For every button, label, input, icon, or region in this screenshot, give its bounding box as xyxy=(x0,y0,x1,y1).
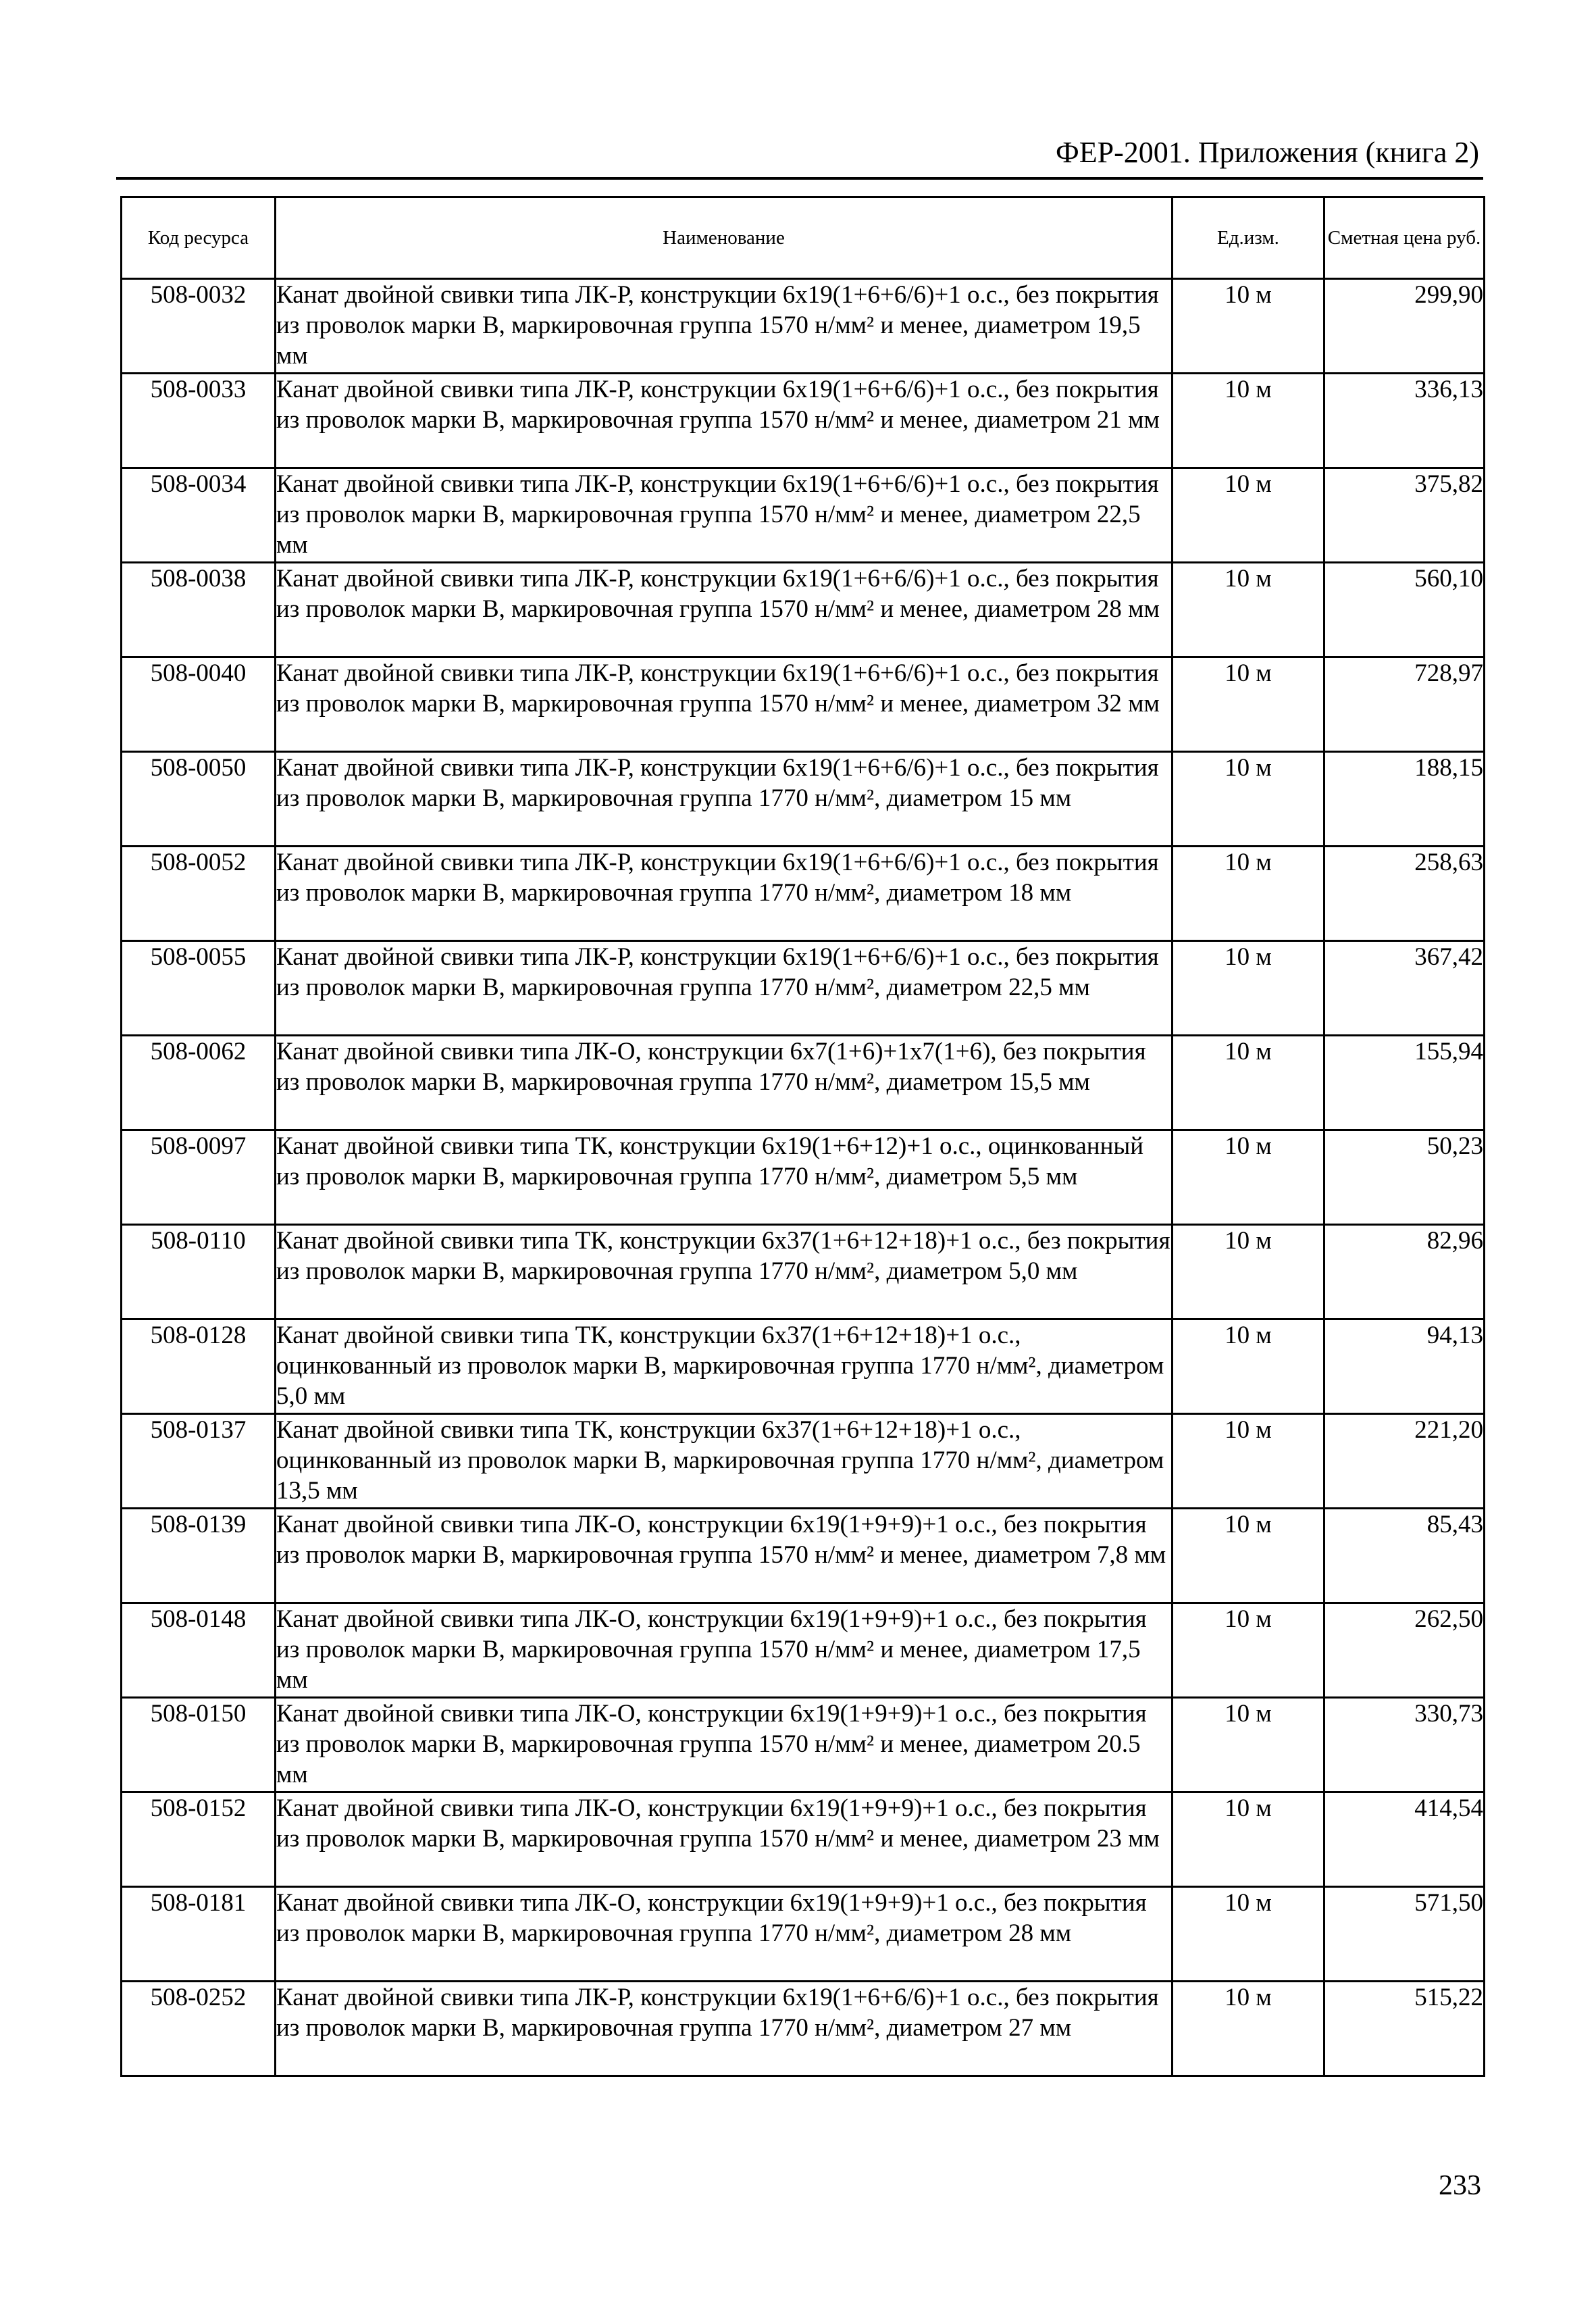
cell-code: 508-0062 xyxy=(122,1036,276,1130)
cell-price: 221,20 xyxy=(1324,1414,1485,1509)
column-header-name: Наименование xyxy=(276,197,1173,279)
cell-unit: 10 м xyxy=(1173,1130,1324,1225)
cell-name: Канат двойной свивки типа ЛК-Р, конструкции 6х19(1+6+6/6)+1 о.с., без покрытия из проволок марки В, маркировочная группа 1570 н/мм² и менее, диаметром 28 мм xyxy=(276,563,1173,657)
cell-unit: 10 м xyxy=(1173,657,1324,752)
table-row xyxy=(122,1036,1485,1130)
cell-code: 508-0033 xyxy=(122,374,276,468)
cell-code: 508-0252 xyxy=(122,1982,276,2076)
table-row xyxy=(122,1225,1485,1319)
table-row xyxy=(122,374,1485,468)
column-header-price: Сметная цена руб. xyxy=(1324,197,1485,279)
cell-unit: 10 м xyxy=(1173,374,1324,468)
cell-name: Канат двойной свивки типа ЛК-Р, конструкции 6х19(1+6+6/6)+1 о.с., без покрытия из проволок марки В, маркировочная группа 1570 н/мм² и менее, диаметром 19,5 мм xyxy=(276,279,1173,374)
cell-name: Канат двойной свивки типа ТК, конструкции 6х37(1+6+12+18)+1 о.с., оцинкованный из проволок марки В, маркировочная группа 1770 н/мм², диаметром 13,5 мм xyxy=(276,1414,1173,1509)
table-row xyxy=(122,468,1485,563)
table-row xyxy=(122,1130,1485,1225)
cell-name: Канат двойной свивки типа ЛК-О, конструкции 6х19(1+9+9)+1 о.с., без покрытия из проволок марки В, маркировочная группа 1570 н/мм² и менее, диаметром 17,5 мм xyxy=(276,1603,1173,1698)
cell-code: 508-0097 xyxy=(122,1130,276,1225)
resource-table xyxy=(120,196,1485,2077)
cell-name: Канат двойной свивки типа ЛК-О, конструкции 6х19(1+9+9)+1 о.с., без покрытия из проволок марки В, маркировочная группа 1570 н/мм² и менее, диаметром 20.5 мм xyxy=(276,1698,1173,1792)
cell-price: 155,94 xyxy=(1324,1036,1485,1130)
cell-name: Канат двойной свивки типа ЛК-Р, конструкции 6х19(1+6+6/6)+1 о.с., без покрытия из проволок марки В, маркировочная группа 1570 н/мм² и менее, диаметром 22,5 мм xyxy=(276,468,1173,563)
cell-unit: 10 м xyxy=(1173,563,1324,657)
cell-unit: 10 м xyxy=(1173,468,1324,563)
cell-unit: 10 м xyxy=(1173,1887,1324,1982)
table-row xyxy=(122,1982,1485,2076)
cell-unit: 10 м xyxy=(1173,1698,1324,1792)
cell-price: 85,43 xyxy=(1324,1509,1485,1603)
table-row xyxy=(122,657,1485,752)
cell-code: 508-0034 xyxy=(122,468,276,563)
cell-name: Канат двойной свивки типа ТК, конструкции 6х37(1+6+12+18)+1 о.с., оцинкованный из проволок марки В, маркировочная группа 1770 н/мм², диаметром 5,0 мм xyxy=(276,1319,1173,1414)
cell-unit: 10 м xyxy=(1173,752,1324,847)
column-header-unit: Ед.изм. xyxy=(1173,197,1324,279)
cell-code: 508-0181 xyxy=(122,1887,276,1982)
cell-unit: 10 м xyxy=(1173,279,1324,374)
table-row xyxy=(122,1887,1485,1982)
cell-code: 508-0137 xyxy=(122,1414,276,1509)
cell-name: Канат двойной свивки типа ТК, конструкции 6х37(1+6+12+18)+1 о.с., без покрытия из проволок марки В, маркировочная группа 1770 н/мм², диаметром 5,0 мм xyxy=(276,1225,1173,1319)
cell-unit: 10 м xyxy=(1173,847,1324,941)
cell-price: 560,10 xyxy=(1324,563,1485,657)
cell-code: 508-0148 xyxy=(122,1603,276,1698)
running-header xyxy=(116,134,1483,180)
cell-code: 508-0152 xyxy=(122,1792,276,1887)
cell-price: 262,50 xyxy=(1324,1603,1485,1698)
cell-unit: 10 м xyxy=(1173,1982,1324,2076)
cell-unit: 10 м xyxy=(1173,1414,1324,1509)
cell-price: 258,63 xyxy=(1324,847,1485,941)
cell-code: 508-0055 xyxy=(122,941,276,1036)
cell-price: 375,82 xyxy=(1324,468,1485,563)
cell-name: Канат двойной свивки типа ЛК-Р, конструкции 6х19(1+6+6/6)+1 о.с., без покрытия из проволок марки В, маркировочная группа 1770 н/мм², диаметром 18 мм xyxy=(276,847,1173,941)
table-row xyxy=(122,1603,1485,1698)
cell-price: 515,22 xyxy=(1324,1982,1485,2076)
table-row xyxy=(122,941,1485,1036)
cell-price: 571,50 xyxy=(1324,1887,1485,1982)
cell-code: 508-0052 xyxy=(122,847,276,941)
cell-code: 508-0139 xyxy=(122,1509,276,1603)
cell-price: 299,90 xyxy=(1324,279,1485,374)
cell-unit: 10 м xyxy=(1173,1792,1324,1887)
cell-name: Канат двойной свивки типа ЛК-О, конструкции 6х19(1+9+9)+1 о.с., без покрытия из проволок марки В, маркировочная группа 1770 н/мм², диаметром 28 мм xyxy=(276,1887,1173,1982)
cell-name: Канат двойной свивки типа ЛК-Р, конструкции 6х19(1+6+6/6)+1 о.с., без покрытия из проволок марки В, маркировочная группа 1570 н/мм² и менее, диаметром 21 мм xyxy=(276,374,1173,468)
cell-price: 94,13 xyxy=(1324,1319,1485,1414)
header-title: ФЕР-2001. Приложения (книга 2) xyxy=(1056,136,1479,169)
cell-code: 508-0150 xyxy=(122,1698,276,1792)
cell-price: 367,42 xyxy=(1324,941,1485,1036)
table-header-row xyxy=(122,197,1485,279)
cell-unit: 10 м xyxy=(1173,1225,1324,1319)
table-row xyxy=(122,1792,1485,1887)
table-row xyxy=(122,563,1485,657)
table-row xyxy=(122,1414,1485,1509)
cell-name: Канат двойной свивки типа ЛК-Р, конструкции 6х19(1+6+6/6)+1 о.с., без покрытия из проволок марки В, маркировочная группа 1770 н/мм², диаметром 22,5 мм xyxy=(276,941,1173,1036)
cell-price: 728,97 xyxy=(1324,657,1485,752)
table-row xyxy=(122,1509,1485,1603)
cell-code: 508-0032 xyxy=(122,279,276,374)
column-header-code: Код ресурса xyxy=(122,197,276,279)
cell-code: 508-0128 xyxy=(122,1319,276,1414)
cell-unit: 10 м xyxy=(1173,1319,1324,1414)
cell-unit: 10 м xyxy=(1173,1603,1324,1698)
cell-unit: 10 м xyxy=(1173,1509,1324,1603)
table-row xyxy=(122,1698,1485,1792)
cell-price: 50,23 xyxy=(1324,1130,1485,1225)
page-number: 233 xyxy=(1439,2170,1481,2201)
cell-code: 508-0050 xyxy=(122,752,276,847)
cell-price: 82,96 xyxy=(1324,1225,1485,1319)
cell-price: 330,73 xyxy=(1324,1698,1485,1792)
cell-unit: 10 м xyxy=(1173,1036,1324,1130)
cell-name: Канат двойной свивки типа ТК, конструкции 6х19(1+6+12)+1 о.с., оцинкованный из проволок марки В, маркировочная группа 1770 н/мм², диаметром 5,5 мм xyxy=(276,1130,1173,1225)
cell-name: Канат двойной свивки типа ЛК-О, конструкции 6х19(1+9+9)+1 о.с., без покрытия из проволок марки В, маркировочная группа 1570 н/мм² и менее, диаметром 7,8 мм xyxy=(276,1509,1173,1603)
cell-code: 508-0040 xyxy=(122,657,276,752)
cell-price: 336,13 xyxy=(1324,374,1485,468)
table-body xyxy=(122,279,1485,2076)
cell-code: 508-0038 xyxy=(122,563,276,657)
cell-unit: 10 м xyxy=(1173,941,1324,1036)
cell-name: Канат двойной свивки типа ЛК-Р, конструкции 6х19(1+6+6/6)+1 о.с., без покрытия из проволок марки В, маркировочная группа 1570 н/мм² и менее, диаметром 32 мм xyxy=(276,657,1173,752)
cell-name: Канат двойной свивки типа ЛК-Р, конструкции 6х19(1+6+6/6)+1 о.с., без покрытия из проволок марки В, маркировочная группа 1770 н/мм², диаметром 15 мм xyxy=(276,752,1173,847)
table-row xyxy=(122,1319,1485,1414)
cell-name: Канат двойной свивки типа ЛК-О, конструкции 6х7(1+6)+1х7(1+6), без покрытия из проволок марки В, маркировочная группа 1770 н/мм², диаметром 15,5 мм xyxy=(276,1036,1173,1130)
table-row xyxy=(122,279,1485,374)
cell-price: 414,54 xyxy=(1324,1792,1485,1887)
cell-name: Канат двойной свивки типа ЛК-Р, конструкции 6х19(1+6+6/6)+1 о.с., без покрытия из проволок марки В, маркировочная группа 1770 н/мм², диаметром 27 мм xyxy=(276,1982,1173,2076)
cell-price: 188,15 xyxy=(1324,752,1485,847)
table-row xyxy=(122,752,1485,847)
cell-name: Канат двойной свивки типа ЛК-О, конструкции 6х19(1+9+9)+1 о.с., без покрытия из проволок марки В, маркировочная группа 1570 н/мм² и менее, диаметром 23 мм xyxy=(276,1792,1173,1887)
cell-code: 508-0110 xyxy=(122,1225,276,1319)
table-row xyxy=(122,847,1485,941)
